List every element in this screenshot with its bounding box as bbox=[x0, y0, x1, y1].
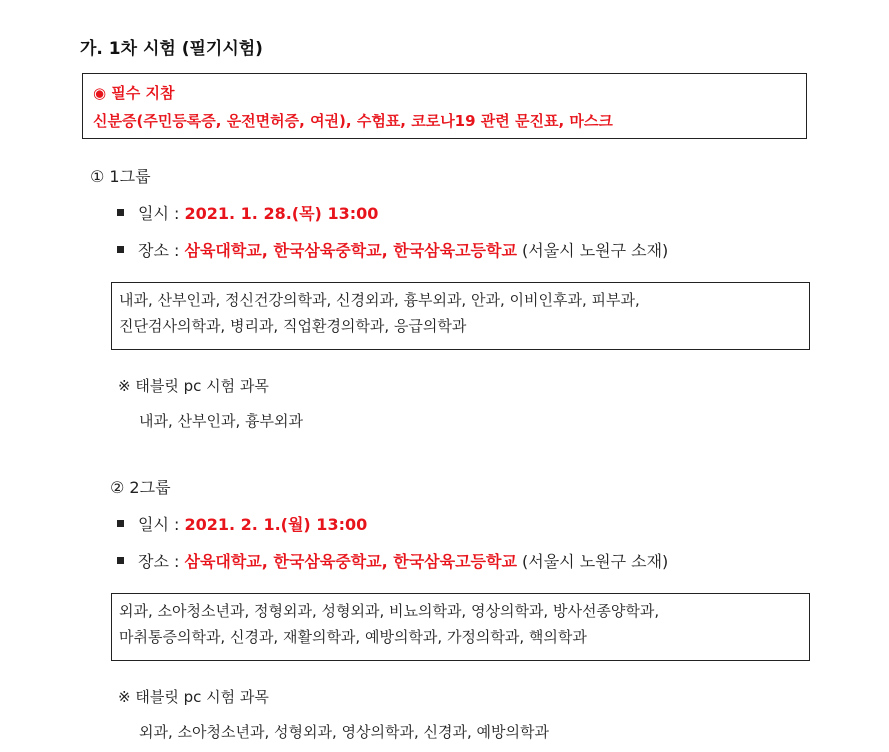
group2-departments-line1: 외과, 소아청소년과, 정형외과, 성형외과, 비뇨의학과, 영상의학과, 방사선종양학과, bbox=[119, 602, 660, 620]
group2-place-line bbox=[117, 549, 668, 572]
group1-title: ① 1그룹 bbox=[90, 167, 151, 186]
bullet-square-icon bbox=[117, 209, 124, 216]
group2-tablet-subjects: 외과, 소아청소년과, 성형외과, 영상의학과, 신경과, 예방의학과 bbox=[139, 723, 549, 741]
group1-departments-line2: 진단검사의학과, 병리과, 직업환경의학과, 응급의학과 bbox=[119, 317, 467, 335]
bullet-square-icon bbox=[117, 246, 124, 253]
group1-place-note: (서울시 노원구 소재) bbox=[516, 241, 669, 260]
group1-date-label: 일시 : bbox=[138, 204, 185, 223]
group2-departments-line2: 마취통증의학과, 신경과, 재활의학과, 예방의학과, 가정의학과, 핵의학과 bbox=[119, 628, 587, 646]
group1-date-value: 2021. 1. 28.(목) 13:00 bbox=[184, 204, 379, 223]
group2-place-value: 삼육대학교, 한국삼육중학교, 한국삼육고등학교 bbox=[184, 552, 517, 571]
group2-date-line bbox=[117, 512, 367, 535]
group1-date-line bbox=[117, 201, 378, 224]
group1-tablet-subjects: 내과, 산부인과, 흉부외과 bbox=[139, 412, 303, 430]
required-items-list: 신분증(주민등록증, 운전면허증, 여권), 수험표, 코로나19 관련 문진표, 마스크 bbox=[93, 112, 613, 130]
bullet-square-icon bbox=[117, 520, 124, 527]
group2-tablet-title: ※ 태블릿 pc 시험 과목 bbox=[118, 688, 269, 706]
group1-departments-line1: 내과, 산부인과, 정신건강의학과, 신경외과, 흉부외과, 안과, 이비인후과, 피부과, bbox=[119, 291, 640, 309]
group1-place-line bbox=[117, 238, 668, 261]
group2-place-label: 장소 : bbox=[138, 552, 185, 571]
group1-place-label: 장소 : bbox=[138, 241, 185, 260]
bullet-square-icon bbox=[117, 557, 124, 564]
required-items-title: ◉ 필수 지참 bbox=[93, 84, 175, 102]
section-heading: 가. 1차 시험 (필기시험) bbox=[80, 39, 263, 59]
group2-title: ② 2그룹 bbox=[110, 478, 171, 497]
group2-place-note: (서울시 노원구 소재) bbox=[516, 552, 669, 571]
group1-place-value: 삼육대학교, 한국삼육중학교, 한국삼육고등학교 bbox=[184, 241, 517, 260]
group2-date-value: 2021. 2. 1.(월) 13:00 bbox=[184, 515, 368, 534]
group2-date-label: 일시 : bbox=[138, 515, 185, 534]
group1-tablet-title: ※ 태블릿 pc 시험 과목 bbox=[118, 377, 269, 395]
